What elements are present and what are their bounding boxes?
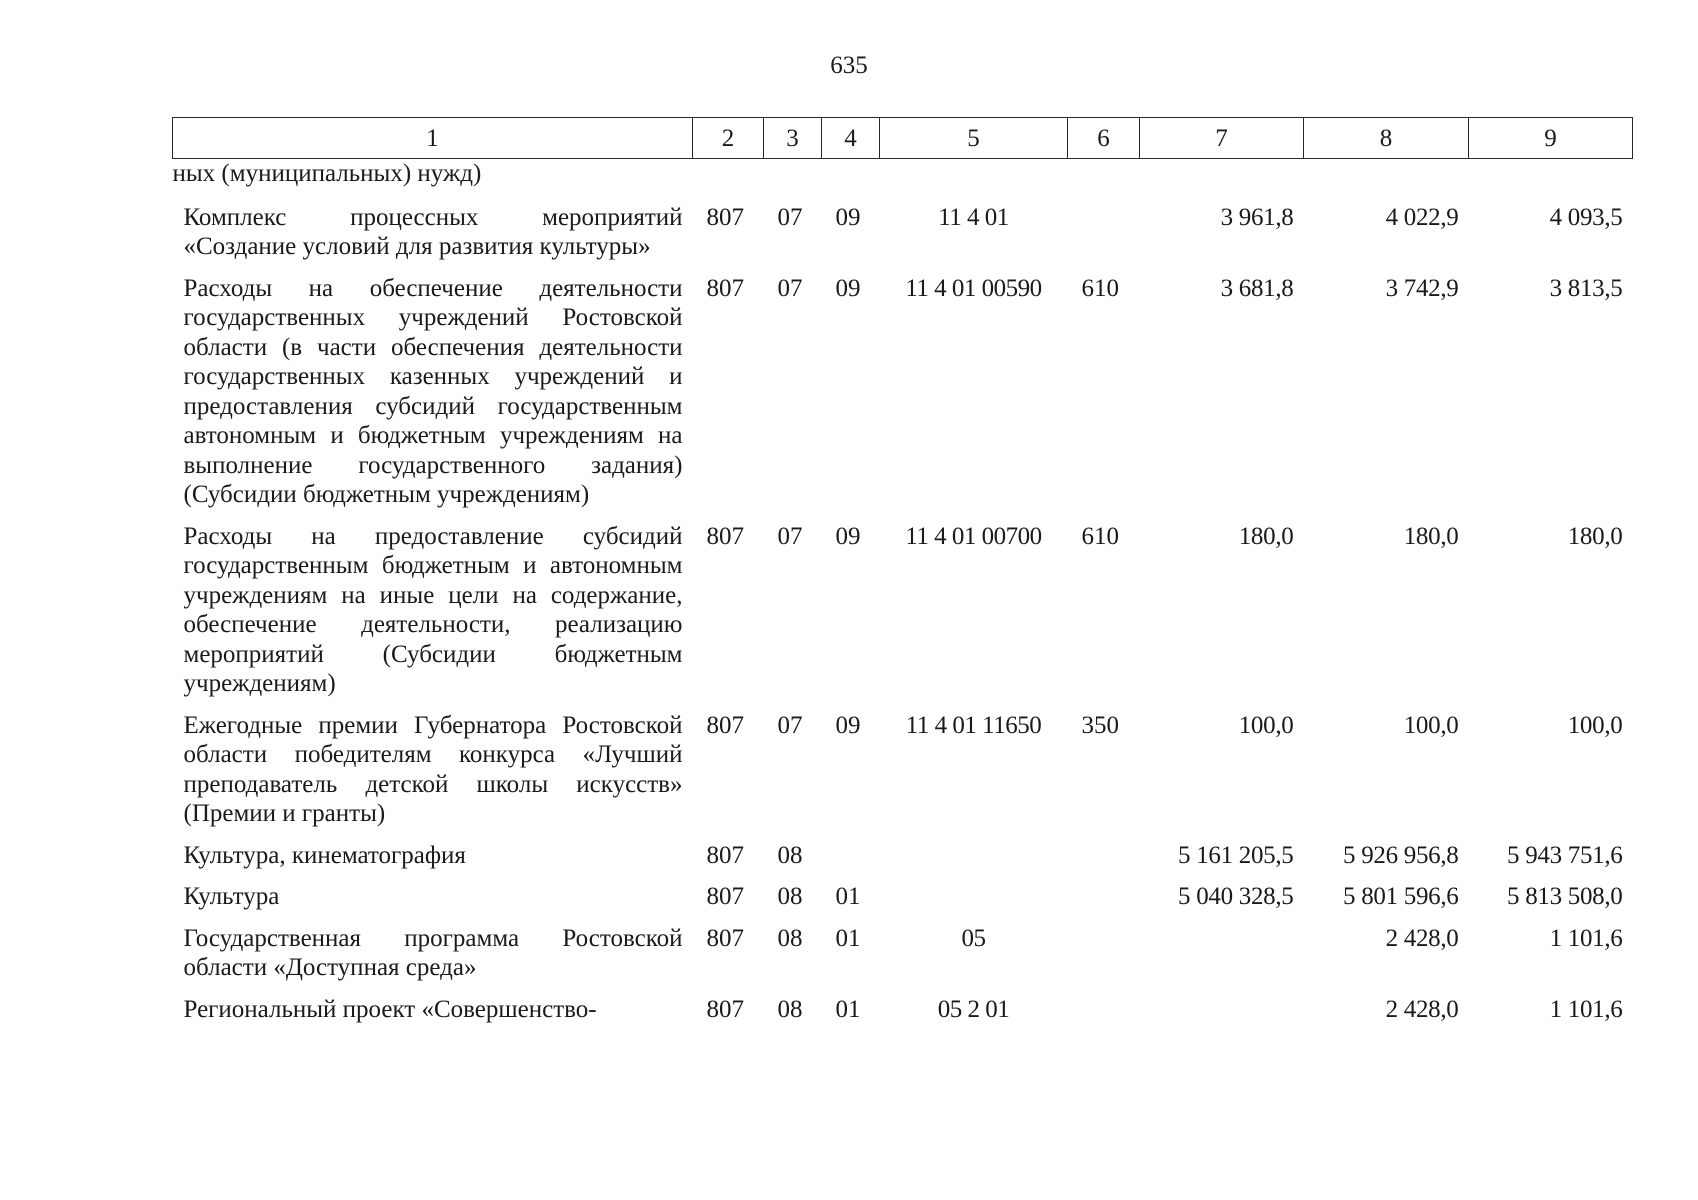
- row-y2: 2 428,0: [1385, 995, 1459, 1023]
- row-y1: 180,0: [1238, 522, 1294, 550]
- row-name: Региональный проект «Совершенство-: [183, 995, 597, 1023]
- row-y3: 1 101,6: [1549, 924, 1623, 952]
- row-y1: 5 161 205,5: [1178, 841, 1294, 869]
- row-gr: 807: [706, 841, 744, 869]
- table-header-row: [173, 118, 1633, 159]
- row-pr: 09: [835, 274, 861, 302]
- row-name: Расходы на обеспечение деятельности государственных учреждений Ростовской области (в части обеспечения деятельности государственных казенных учреждений и предоставления субсидий государственным автономным и бюджетным учреждениям на выполнение государственного задания) (Субсидии бюджетным учреждениям): [183, 274, 683, 508]
- row-y1: 100,0: [1238, 711, 1294, 739]
- row-csr: [880, 159, 1068, 203]
- row-y2: 4 022,9: [1385, 203, 1459, 231]
- table-row: [173, 522, 1633, 711]
- row-y3: 4 093,5: [1549, 203, 1623, 231]
- row-rz: 08: [777, 841, 803, 869]
- row-y2: 180,0: [1403, 522, 1459, 550]
- page-number: 635: [830, 52, 868, 79]
- table-row: [173, 274, 1633, 522]
- row-y1: 3 961,8: [1220, 203, 1294, 231]
- row-y1: 5 040 328,5: [1178, 883, 1294, 910]
- row-pr: 01: [835, 924, 861, 952]
- row-y2: 100,0: [1403, 711, 1459, 739]
- row-rz: 08: [777, 924, 803, 952]
- row-name: Государственная программа Ростовской области «Доступная среда»: [183, 924, 683, 981]
- column-header: 5: [880, 118, 1068, 159]
- table-row: [173, 882, 1633, 924]
- column-header: 4: [822, 118, 880, 159]
- row-csr: [880, 882, 1068, 924]
- row-pr: [822, 159, 880, 203]
- row-vr: 610: [1081, 522, 1119, 550]
- row-gr: 807: [706, 995, 744, 1023]
- row-y1: [1140, 924, 1304, 995]
- row-rz: 08: [777, 883, 803, 910]
- row-y3: 1 101,6: [1549, 995, 1623, 1023]
- row-y2: 5 801 596,6: [1343, 883, 1459, 910]
- row-rz: 07: [777, 522, 803, 550]
- row-vr: [1068, 159, 1140, 203]
- row-name: Ежегодные премии Губернатора Ростовской области победителям конкурса «Лучший преподаватель детской школы искусств» (Премии и гранты): [183, 711, 683, 827]
- row-name: Культура, кинематография: [183, 841, 466, 869]
- row-y3: 100,0: [1567, 711, 1623, 739]
- row-gr: 807: [706, 924, 744, 952]
- row-csr: 11 4 01 00700: [905, 522, 1042, 550]
- row-rz: 07: [777, 203, 803, 231]
- row-y2: [1304, 159, 1469, 203]
- table-row: [173, 159, 1633, 203]
- row-rz: 08: [777, 995, 803, 1023]
- row-csr: 05 2 01: [937, 995, 1010, 1023]
- row-pr: 01: [835, 883, 861, 910]
- column-header: 9: [1469, 118, 1633, 159]
- row-y1: 3 681,8: [1220, 274, 1294, 302]
- row-name: Комплекс процессных мероприятий «Создание условий для развития культуры»: [183, 203, 683, 260]
- row-csr: 11 4 01 00590: [905, 274, 1042, 302]
- row-vr: [1068, 882, 1140, 924]
- row-vr: [1068, 995, 1140, 1037]
- row-pr: 09: [835, 711, 861, 739]
- row-gr: 807: [706, 711, 744, 739]
- row-vr: 350: [1081, 711, 1119, 739]
- row-y3: 180,0: [1567, 522, 1623, 550]
- column-header: 3: [764, 118, 822, 159]
- row-csr: 05: [961, 924, 986, 952]
- row-rz: 07: [777, 274, 803, 302]
- row-vr: [1068, 203, 1140, 274]
- column-header: 7: [1140, 118, 1304, 159]
- row-y3: 5 813 508,0: [1507, 883, 1623, 910]
- row-pr: 01: [835, 995, 861, 1023]
- table-row: [173, 995, 1633, 1037]
- column-header: 1: [173, 118, 693, 159]
- row-name: Расходы на предоставление субсидий государственным бюджетным и автономным учреждениям на иные цели на содержание, обеспечение деятельности, реализацию мероприятий (Субсидии бюджетным учреждениям): [183, 522, 683, 697]
- row-rz: [764, 159, 822, 203]
- row-y1: [1140, 159, 1304, 203]
- column-header: 2: [693, 118, 764, 159]
- table-row: [173, 841, 1633, 883]
- row-pr: 09: [835, 522, 861, 550]
- row-gr: 807: [706, 522, 744, 550]
- row-y2: 2 428,0: [1385, 924, 1459, 952]
- row-gr: 807: [706, 203, 744, 231]
- row-vr: 610: [1081, 274, 1119, 302]
- row-csr: 11 4 01 11650: [905, 711, 1042, 739]
- row-y3: 3 813,5: [1549, 274, 1623, 302]
- table-row: [173, 711, 1633, 841]
- row-vr: [1068, 924, 1140, 995]
- row-y3: 5 943 751,6: [1507, 841, 1623, 869]
- column-header: 6: [1068, 118, 1140, 159]
- row-y2: 5 926 956,8: [1343, 841, 1459, 869]
- row-pr: [822, 841, 880, 883]
- row-csr: [880, 841, 1068, 883]
- row-gr: 807: [706, 274, 744, 302]
- row-gr: [693, 159, 764, 203]
- table-row: [173, 924, 1633, 995]
- row-y2: 3 742,9: [1385, 274, 1459, 302]
- row-csr: 11 4 01: [938, 203, 1009, 231]
- row-gr: 807: [706, 883, 744, 910]
- budget-table: [172, 117, 1633, 1036]
- row-pr: 09: [835, 203, 861, 231]
- row-rz: 07: [777, 711, 803, 739]
- row-y3: [1469, 159, 1633, 203]
- row-vr: [1068, 841, 1140, 883]
- row-name: ных (муниципальных) нужд): [172, 160, 482, 187]
- row-y1: [1140, 995, 1304, 1037]
- column-header: 8: [1304, 118, 1469, 159]
- row-name: Культура: [183, 883, 280, 910]
- table-row: [173, 203, 1633, 274]
